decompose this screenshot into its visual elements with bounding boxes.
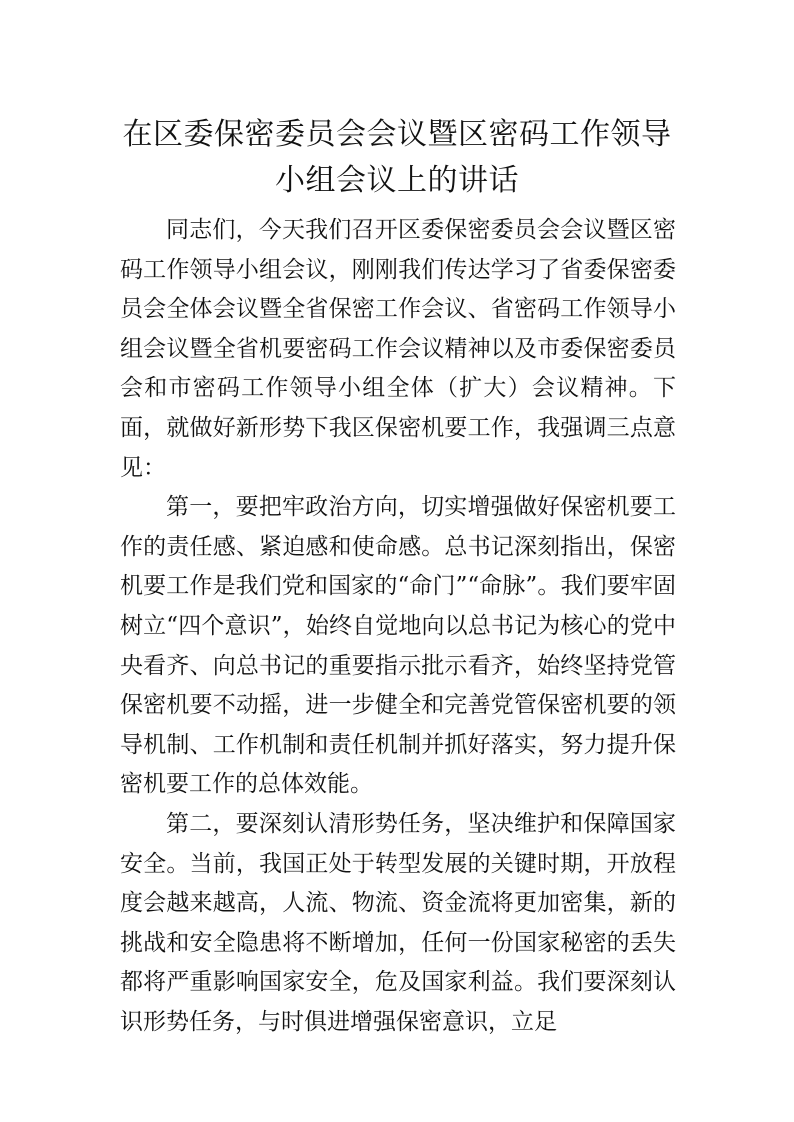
- document-title: [0, 112, 794, 204]
- document-body: [120, 211, 676, 1042]
- title-line-2: 小组会议上的讲话: [275, 163, 519, 199]
- paragraph-point-one: 第一，要把牢政治方向，切实增强做好保密机要工作的责任感、紧迫感和使命感。总书记深刻指出，保密机要工作是我们党和国家的“命门”“命脉”。我们要牢固树立“四个意识”，始终自觉地向以总书记为核心的党中央看齐、向总书记的重要指示批示看齐，始终坚持党管保密机要不动摇，进一步健全和完善党管保密机要的领导机制、工作机制和责任机制并抓好落实，努力提升保密机要工作的总体效能。: [120, 494, 676, 798]
- paragraph-intro: 同志们，今天我们召开区委保密委员会会议暨区密码工作领导小组会议，刚刚我们传达学习了省委保密委员会全体会议暨全省保密工作会议、省密码工作领导小组会议暨全省机要密码工作会议精神以及市委保密委员会和市密码工作领导小组全体（扩大）会议精神。下面，就做好新形势下我区保密机要工作，我强调三点意见：: [120, 217, 676, 481]
- title-line-1: 在区委保密委员会会议暨区密码工作领导: [122, 117, 672, 153]
- paragraph-point-two: 第二，要深刻认清形势任务，坚决维护和保障国家安全。当前，我国正处于转型发展的关键时期，开放程度会越来越高，人流、物流、资金流将更加密集，新的挑战和安全隐患将不断增加，任何一份国家秘密的丢失都将严重影响国家安全，危及国家利益。我们要深刻认识形势任务，与时俱进增强保密意识，立足: [120, 810, 676, 1035]
